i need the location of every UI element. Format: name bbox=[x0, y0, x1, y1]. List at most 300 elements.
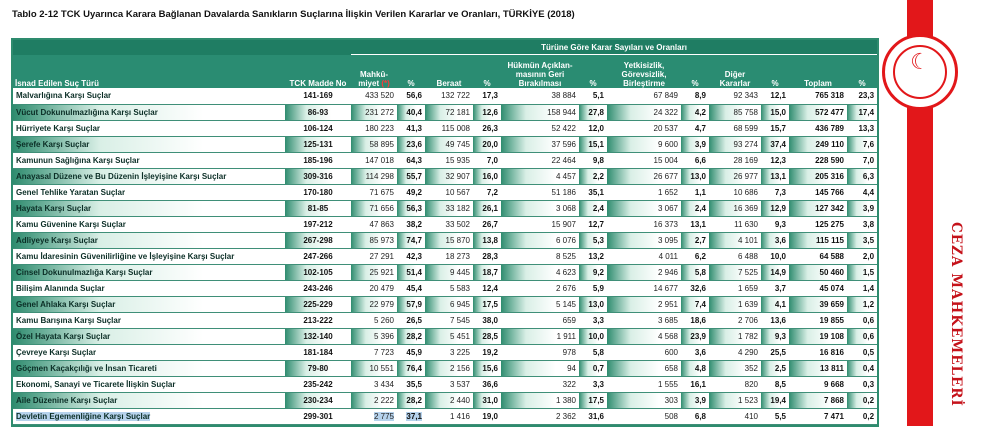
acquittal-pct-cell: 17,5 bbox=[473, 296, 501, 312]
total-pct-cell: 4,4 bbox=[847, 184, 877, 200]
crime-type-cell: Hürriyete Karşı Suçlar bbox=[13, 120, 285, 136]
crime-type-cell: Özel Hayata Karşı Suçlar bbox=[13, 328, 285, 344]
header-conviction: Mahkû-miyet (*) bbox=[351, 55, 397, 89]
other-count-cell: 26 977 bbox=[709, 168, 761, 184]
crime-type-cell: Aile Düzenine Karşı Suçlar bbox=[13, 392, 285, 408]
acquittal-count-cell: 1 416 bbox=[425, 408, 473, 424]
acquittal-count-cell: 115 008 bbox=[425, 120, 473, 136]
crime-decisions-table bbox=[13, 40, 877, 425]
acquittal-pct-cell: 15,6 bbox=[473, 360, 501, 376]
acquittal-pct-cell: 28,3 bbox=[473, 248, 501, 264]
other-count-cell: 6 488 bbox=[709, 248, 761, 264]
total-pct-cell: 3,5 bbox=[847, 232, 877, 248]
conviction-count-cell: 433 520 bbox=[351, 88, 397, 104]
other-count-cell: 28 169 bbox=[709, 152, 761, 168]
acquittal-pct-cell: 16,0 bbox=[473, 168, 501, 184]
jurisdiction-count-cell: 9 600 bbox=[607, 136, 681, 152]
total-pct-cell: 3,8 bbox=[847, 216, 877, 232]
table-row bbox=[13, 280, 877, 296]
jurisdiction-pct-cell: 6,6 bbox=[681, 152, 709, 168]
article-no-cell: 230-234 bbox=[285, 392, 351, 408]
table-row bbox=[13, 296, 877, 312]
acquittal-count-cell: 49 745 bbox=[425, 136, 473, 152]
other-count-cell: 93 274 bbox=[709, 136, 761, 152]
header-pct: % bbox=[681, 55, 709, 89]
crime-type-cell: Hayata Karşı Suçlar bbox=[13, 200, 285, 216]
conviction-count-cell: 7 723 bbox=[351, 344, 397, 360]
side-section-label: CEZA MAHKEMELERİ bbox=[948, 222, 964, 407]
deferred-count-cell: 51 186 bbox=[501, 184, 579, 200]
acquittal-count-cell: 3 537 bbox=[425, 376, 473, 392]
jurisdiction-pct-cell: 6,2 bbox=[681, 248, 709, 264]
acquittal-pct-cell: 20,0 bbox=[473, 136, 501, 152]
jurisdiction-pct-cell: 6,8 bbox=[681, 408, 709, 424]
footnote-marker: (*) bbox=[381, 79, 390, 88]
conviction-pct-cell: 74,7 bbox=[397, 232, 425, 248]
total-count-cell: 9 668 bbox=[789, 376, 847, 392]
total-count-cell: 145 766 bbox=[789, 184, 847, 200]
conviction-count-cell: 5 396 bbox=[351, 328, 397, 344]
other-count-cell: 85 758 bbox=[709, 104, 761, 120]
other-count-cell: 1 639 bbox=[709, 296, 761, 312]
article-no-cell: 170-180 bbox=[285, 184, 351, 200]
total-count-cell: 50 460 bbox=[789, 264, 847, 280]
jurisdiction-count-cell: 3 685 bbox=[607, 312, 681, 328]
other-count-cell: 10 686 bbox=[709, 184, 761, 200]
total-pct-cell: 0,4 bbox=[847, 360, 877, 376]
conviction-pct-cell: 76,4 bbox=[397, 360, 425, 376]
deferred-count-cell: 4 457 bbox=[501, 168, 579, 184]
other-pct-cell: 3,7 bbox=[761, 280, 789, 296]
table-row bbox=[13, 152, 877, 168]
deferred-pct-cell: 2,4 bbox=[579, 200, 607, 216]
deferred-count-cell: 94 bbox=[501, 360, 579, 376]
deferred-count-cell: 8 525 bbox=[501, 248, 579, 264]
deferred-count-cell: 322 bbox=[501, 376, 579, 392]
article-no-cell: 106-124 bbox=[285, 120, 351, 136]
table-row bbox=[13, 344, 877, 360]
acquittal-pct-cell: 28,5 bbox=[473, 328, 501, 344]
jurisdiction-count-cell: 4 011 bbox=[607, 248, 681, 264]
conviction-count-cell: 3 434 bbox=[351, 376, 397, 392]
conviction-count-cell bbox=[351, 408, 397, 424]
deferred-count-cell: 52 422 bbox=[501, 120, 579, 136]
header-deferred: Hükmün Açıklan-masının Geri Bırakılması bbox=[501, 55, 579, 89]
header-acquittal: Beraat bbox=[425, 55, 473, 89]
header-pct: % bbox=[579, 55, 607, 89]
deferred-pct-cell: 3,3 bbox=[579, 312, 607, 328]
jurisdiction-pct-cell: 18,6 bbox=[681, 312, 709, 328]
other-pct-cell: 15,7 bbox=[761, 120, 789, 136]
other-pct-cell: 3,6 bbox=[761, 232, 789, 248]
conviction-pct-cell: 57,9 bbox=[397, 296, 425, 312]
total-count-cell: 7 471 bbox=[789, 408, 847, 424]
crime-type-cell: Vücut Dokunulmazlığına Karşı Suçlar bbox=[13, 104, 285, 120]
deferred-pct-cell: 10,0 bbox=[579, 328, 607, 344]
total-pct-cell: 0,2 bbox=[847, 408, 877, 424]
jurisdiction-pct-cell: 16,1 bbox=[681, 376, 709, 392]
jurisdiction-count-cell: 24 322 bbox=[607, 104, 681, 120]
jurisdiction-pct-cell: 2,4 bbox=[681, 200, 709, 216]
crime-type-cell: Kamu İdaresinin Güvenilirliğine ve İşleyişine Karşı Suçlar bbox=[13, 248, 285, 264]
deferred-count-cell: 1 911 bbox=[501, 328, 579, 344]
article-no-cell: 267-298 bbox=[285, 232, 351, 248]
acquittal-pct-cell: 26,7 bbox=[473, 216, 501, 232]
data-table-container bbox=[11, 38, 879, 427]
header-pct: % bbox=[397, 55, 425, 89]
conviction-count-cell: 85 973 bbox=[351, 232, 397, 248]
conviction-count-cell: 25 921 bbox=[351, 264, 397, 280]
header-blank bbox=[13, 40, 351, 55]
total-pct-cell: 0,6 bbox=[847, 328, 877, 344]
other-pct-cell: 5,5 bbox=[761, 408, 789, 424]
jurisdiction-pct-cell: 7,4 bbox=[681, 296, 709, 312]
deferred-count-cell: 2 362 bbox=[501, 408, 579, 424]
acquittal-count-cell: 15 870 bbox=[425, 232, 473, 248]
header-article: TCK Madde No bbox=[285, 55, 351, 89]
deferred-count-cell: 22 464 bbox=[501, 152, 579, 168]
total-pct-cell: 1,4 bbox=[847, 280, 877, 296]
conviction-pct-cell: 35,5 bbox=[397, 376, 425, 392]
other-pct-cell: 9,3 bbox=[761, 216, 789, 232]
selected-text: 37,1 bbox=[406, 411, 422, 421]
jurisdiction-pct-cell: 3,6 bbox=[681, 344, 709, 360]
total-count-cell: 39 659 bbox=[789, 296, 847, 312]
other-count-cell: 16 369 bbox=[709, 200, 761, 216]
other-count-cell: 820 bbox=[709, 376, 761, 392]
total-pct-cell: 0,3 bbox=[847, 376, 877, 392]
total-pct-cell: 0,5 bbox=[847, 344, 877, 360]
table-row bbox=[13, 216, 877, 232]
conviction-pct-cell: 28,2 bbox=[397, 392, 425, 408]
table-row bbox=[13, 264, 877, 280]
crime-type-cell bbox=[13, 408, 285, 424]
deferred-count-cell: 1 380 bbox=[501, 392, 579, 408]
other-pct-cell: 9,3 bbox=[761, 328, 789, 344]
deferred-pct-cell: 13,2 bbox=[579, 248, 607, 264]
jurisdiction-count-cell: 67 849 bbox=[607, 88, 681, 104]
table-row bbox=[13, 200, 877, 216]
deferred-count-cell: 6 076 bbox=[501, 232, 579, 248]
crime-type-cell: Çevreye Karşı Suçlar bbox=[13, 344, 285, 360]
total-count-cell: 45 074 bbox=[789, 280, 847, 296]
deferred-pct-cell: 17,5 bbox=[579, 392, 607, 408]
deferred-pct-cell: 31,6 bbox=[579, 408, 607, 424]
article-no-cell: 125-131 bbox=[285, 136, 351, 152]
total-pct-cell: 6,3 bbox=[847, 168, 877, 184]
other-count-cell: 410 bbox=[709, 408, 761, 424]
header-other: Diğer Kararlar bbox=[709, 55, 761, 89]
article-no-cell: 79-80 bbox=[285, 360, 351, 376]
table-row bbox=[13, 392, 877, 408]
deferred-pct-cell: 9,8 bbox=[579, 152, 607, 168]
conviction-count-cell: 27 291 bbox=[351, 248, 397, 264]
acquittal-count-cell: 5 583 bbox=[425, 280, 473, 296]
deferred-count-cell: 38 884 bbox=[501, 88, 579, 104]
conviction-pct-cell: 38,2 bbox=[397, 216, 425, 232]
acquittal-pct-cell: 36,6 bbox=[473, 376, 501, 392]
deferred-pct-cell: 0,7 bbox=[579, 360, 607, 376]
article-no-cell: 197-212 bbox=[285, 216, 351, 232]
jurisdiction-count-cell: 303 bbox=[607, 392, 681, 408]
conviction-count-cell: 47 863 bbox=[351, 216, 397, 232]
deferred-count-cell: 978 bbox=[501, 344, 579, 360]
article-no-cell: 86-93 bbox=[285, 104, 351, 120]
other-count-cell: 11 630 bbox=[709, 216, 761, 232]
total-pct-cell: 13,3 bbox=[847, 120, 877, 136]
total-pct-cell: 7,6 bbox=[847, 136, 877, 152]
conviction-pct-cell: 45,9 bbox=[397, 344, 425, 360]
total-count-cell: 64 588 bbox=[789, 248, 847, 264]
conviction-count-cell: 22 979 bbox=[351, 296, 397, 312]
article-no-cell: 102-105 bbox=[285, 264, 351, 280]
ministry-seal-logo bbox=[882, 34, 958, 110]
deferred-pct-cell: 15,1 bbox=[579, 136, 607, 152]
article-no-cell: 185-196 bbox=[285, 152, 351, 168]
jurisdiction-count-cell: 1 652 bbox=[607, 184, 681, 200]
deferred-count-cell: 5 145 bbox=[501, 296, 579, 312]
acquittal-count-cell: 32 907 bbox=[425, 168, 473, 184]
table-title: Tablo 2-12 TCK Uyarınca Karara Bağlanan Davalarda Sanıkların Suçlarına İlişkin Verilen Kararlar ve Oranları, TÜRKİYE (2018) bbox=[12, 9, 575, 20]
jurisdiction-pct-cell: 1,1 bbox=[681, 184, 709, 200]
other-pct-cell: 15,0 bbox=[761, 104, 789, 120]
conviction-pct-cell: 41,3 bbox=[397, 120, 425, 136]
deferred-count-cell: 659 bbox=[501, 312, 579, 328]
acquittal-count-cell: 15 935 bbox=[425, 152, 473, 168]
acquittal-count-cell: 33 182 bbox=[425, 200, 473, 216]
other-pct-cell: 10,0 bbox=[761, 248, 789, 264]
deferred-pct-cell: 5,9 bbox=[579, 280, 607, 296]
deferred-pct-cell: 12,7 bbox=[579, 216, 607, 232]
other-count-cell: 1 523 bbox=[709, 392, 761, 408]
other-count-cell: 1 782 bbox=[709, 328, 761, 344]
total-count-cell: 127 342 bbox=[789, 200, 847, 216]
article-no-cell: 247-266 bbox=[285, 248, 351, 264]
jurisdiction-pct-cell: 32,6 bbox=[681, 280, 709, 296]
conviction-count-cell: 71 675 bbox=[351, 184, 397, 200]
conviction-pct-cell: 45,4 bbox=[397, 280, 425, 296]
jurisdiction-pct-cell: 3,9 bbox=[681, 392, 709, 408]
conviction-pct-cell: 56,3 bbox=[397, 200, 425, 216]
acquittal-count-cell: 72 181 bbox=[425, 104, 473, 120]
jurisdiction-pct-cell: 4,7 bbox=[681, 120, 709, 136]
total-pct-cell: 7,0 bbox=[847, 152, 877, 168]
total-count-cell: 205 316 bbox=[789, 168, 847, 184]
header-group: Türüne Göre Karar Sayıları ve Oranları bbox=[351, 40, 877, 55]
acquittal-pct-cell: 18,7 bbox=[473, 264, 501, 280]
total-count-cell: 249 110 bbox=[789, 136, 847, 152]
conviction-pct-cell: 64,3 bbox=[397, 152, 425, 168]
other-count-cell: 1 659 bbox=[709, 280, 761, 296]
conviction-count-cell: 10 551 bbox=[351, 360, 397, 376]
article-no-cell: 132-140 bbox=[285, 328, 351, 344]
acquittal-count-cell: 10 567 bbox=[425, 184, 473, 200]
conviction-pct-cell bbox=[397, 408, 425, 424]
jurisdiction-pct-cell: 13,0 bbox=[681, 168, 709, 184]
deferred-count-cell: 158 944 bbox=[501, 104, 579, 120]
jurisdiction-count-cell: 4 568 bbox=[607, 328, 681, 344]
table-row bbox=[13, 360, 877, 376]
total-count-cell: 19 855 bbox=[789, 312, 847, 328]
header-pct: % bbox=[847, 55, 877, 89]
table-body bbox=[13, 88, 877, 424]
conviction-pct-cell: 40,4 bbox=[397, 104, 425, 120]
conviction-count-cell: 58 895 bbox=[351, 136, 397, 152]
selected-text: Devletin Egemenliğine Karşı Suçlar bbox=[16, 411, 151, 421]
crime-type-cell: Malvarlığına Karşı Suçlar bbox=[13, 88, 285, 104]
jurisdiction-pct-cell: 2,7 bbox=[681, 232, 709, 248]
other-pct-cell: 2,5 bbox=[761, 360, 789, 376]
deferred-count-cell: 15 907 bbox=[501, 216, 579, 232]
deferred-pct-cell: 3,3 bbox=[579, 376, 607, 392]
deferred-count-cell: 3 068 bbox=[501, 200, 579, 216]
acquittal-pct-cell: 38,0 bbox=[473, 312, 501, 328]
conviction-pct-cell: 55,7 bbox=[397, 168, 425, 184]
other-count-cell: 7 525 bbox=[709, 264, 761, 280]
total-count-cell: 572 477 bbox=[789, 104, 847, 120]
conviction-count-cell: 231 272 bbox=[351, 104, 397, 120]
acquittal-pct-cell: 7,0 bbox=[473, 152, 501, 168]
acquittal-pct-cell: 19,0 bbox=[473, 408, 501, 424]
article-no-cell: 181-184 bbox=[285, 344, 351, 360]
conviction-count-cell: 180 223 bbox=[351, 120, 397, 136]
acquittal-count-cell: 132 722 bbox=[425, 88, 473, 104]
acquittal-pct-cell: 12,6 bbox=[473, 104, 501, 120]
deferred-pct-cell: 12,0 bbox=[579, 120, 607, 136]
total-count-cell: 436 789 bbox=[789, 120, 847, 136]
conviction-pct-cell: 51,4 bbox=[397, 264, 425, 280]
deferred-pct-cell: 5,1 bbox=[579, 88, 607, 104]
jurisdiction-pct-cell: 13,1 bbox=[681, 216, 709, 232]
crime-type-cell: Adliyeye Karşı Suçlar bbox=[13, 232, 285, 248]
crime-type-cell: Bilişim Alanında Suçlar bbox=[13, 280, 285, 296]
acquittal-count-cell: 9 445 bbox=[425, 264, 473, 280]
article-no-cell: 81-85 bbox=[285, 200, 351, 216]
total-pct-cell: 0,2 bbox=[847, 392, 877, 408]
jurisdiction-pct-cell: 23,9 bbox=[681, 328, 709, 344]
other-count-cell: 4 290 bbox=[709, 344, 761, 360]
header-jurisdiction: Yetkisizlik, Görevsizlik, Birleştirme bbox=[607, 55, 681, 89]
selected-text: 2 775 bbox=[373, 411, 394, 421]
conviction-count-cell: 2 222 bbox=[351, 392, 397, 408]
deferred-pct-cell: 2,2 bbox=[579, 168, 607, 184]
conviction-pct-cell: 23,6 bbox=[397, 136, 425, 152]
acquittal-pct-cell: 12,4 bbox=[473, 280, 501, 296]
deferred-pct-cell: 35,1 bbox=[579, 184, 607, 200]
conviction-count-cell: 114 298 bbox=[351, 168, 397, 184]
table-row bbox=[13, 232, 877, 248]
article-no-cell: 243-246 bbox=[285, 280, 351, 296]
other-pct-cell: 8,5 bbox=[761, 376, 789, 392]
acquittal-count-cell: 6 945 bbox=[425, 296, 473, 312]
jurisdiction-count-cell: 3 067 bbox=[607, 200, 681, 216]
other-count-cell: 68 599 bbox=[709, 120, 761, 136]
total-count-cell: 16 816 bbox=[789, 344, 847, 360]
table-row bbox=[13, 136, 877, 152]
acquittal-count-cell: 7 545 bbox=[425, 312, 473, 328]
deferred-pct-cell: 27,8 bbox=[579, 104, 607, 120]
jurisdiction-count-cell: 508 bbox=[607, 408, 681, 424]
total-pct-cell: 0,6 bbox=[847, 312, 877, 328]
jurisdiction-count-cell: 26 677 bbox=[607, 168, 681, 184]
acquittal-pct-cell: 31,0 bbox=[473, 392, 501, 408]
jurisdiction-pct-cell: 3,9 bbox=[681, 136, 709, 152]
total-count-cell: 115 115 bbox=[789, 232, 847, 248]
other-count-cell: 92 343 bbox=[709, 88, 761, 104]
total-count-cell: 19 108 bbox=[789, 328, 847, 344]
conviction-count-cell: 71 656 bbox=[351, 200, 397, 216]
jurisdiction-count-cell: 20 537 bbox=[607, 120, 681, 136]
deferred-pct-cell: 5,8 bbox=[579, 344, 607, 360]
acquittal-pct-cell: 19,2 bbox=[473, 344, 501, 360]
acquittal-count-cell: 3 225 bbox=[425, 344, 473, 360]
total-pct-cell: 3,9 bbox=[847, 200, 877, 216]
conviction-pct-cell: 26,5 bbox=[397, 312, 425, 328]
conviction-pct-cell: 56,6 bbox=[397, 88, 425, 104]
total-pct-cell: 17,4 bbox=[847, 104, 877, 120]
acquittal-count-cell: 5 451 bbox=[425, 328, 473, 344]
table-row bbox=[13, 376, 877, 392]
deferred-count-cell: 37 596 bbox=[501, 136, 579, 152]
crime-type-cell: Kamunun Sağlığına Karşı Suçlar bbox=[13, 152, 285, 168]
crime-type-cell: Şerefe Karşı Suçlar bbox=[13, 136, 285, 152]
deferred-count-cell: 2 676 bbox=[501, 280, 579, 296]
header-pct: % bbox=[761, 55, 789, 89]
acquittal-pct-cell: 17,3 bbox=[473, 88, 501, 104]
other-pct-cell: 12,1 bbox=[761, 88, 789, 104]
other-pct-cell: 4,1 bbox=[761, 296, 789, 312]
conviction-pct-cell: 49,2 bbox=[397, 184, 425, 200]
jurisdiction-count-cell: 3 095 bbox=[607, 232, 681, 248]
jurisdiction-count-cell: 2 946 bbox=[607, 264, 681, 280]
total-count-cell: 13 811 bbox=[789, 360, 847, 376]
header-pct: % bbox=[473, 55, 501, 89]
table-row bbox=[13, 104, 877, 120]
total-pct-cell: 1,2 bbox=[847, 296, 877, 312]
crime-type-cell: Genel Ahlaka Karşı Suçlar bbox=[13, 296, 285, 312]
article-no-cell: 141-169 bbox=[285, 88, 351, 104]
crescent-star-icon: ☾ bbox=[910, 49, 930, 74]
other-count-cell: 352 bbox=[709, 360, 761, 376]
conviction-count-cell: 147 018 bbox=[351, 152, 397, 168]
crime-type-cell: Cinsel Dokunulmazlığa Karşı Suçlar bbox=[13, 264, 285, 280]
table-row bbox=[13, 328, 877, 344]
jurisdiction-pct-cell: 5,8 bbox=[681, 264, 709, 280]
conviction-pct-cell: 42,3 bbox=[397, 248, 425, 264]
other-count-cell: 2 706 bbox=[709, 312, 761, 328]
table-row bbox=[13, 184, 877, 200]
total-count-cell: 7 868 bbox=[789, 392, 847, 408]
other-count-cell: 4 101 bbox=[709, 232, 761, 248]
jurisdiction-pct-cell: 4,8 bbox=[681, 360, 709, 376]
acquittal-pct-cell: 7,2 bbox=[473, 184, 501, 200]
article-no-cell: 309-316 bbox=[285, 168, 351, 184]
deferred-pct-cell: 5,3 bbox=[579, 232, 607, 248]
other-pct-cell: 7,3 bbox=[761, 184, 789, 200]
total-count-cell: 228 590 bbox=[789, 152, 847, 168]
table-row bbox=[13, 88, 877, 104]
other-pct-cell: 12,3 bbox=[761, 152, 789, 168]
other-pct-cell: 13,1 bbox=[761, 168, 789, 184]
crime-type-cell: Ekonomi, Sanayi ve Ticarete İlişkin Suçlar bbox=[13, 376, 285, 392]
article-no-cell: 299-301 bbox=[285, 408, 351, 424]
acquittal-count-cell: 18 273 bbox=[425, 248, 473, 264]
acquittal-count-cell: 33 502 bbox=[425, 216, 473, 232]
crime-type-cell: Kamu Barışına Karşı Suçlar bbox=[13, 312, 285, 328]
other-pct-cell: 12,9 bbox=[761, 200, 789, 216]
crime-type-cell: Göçmen Kaçakçılığı ve İnsan Ticareti bbox=[13, 360, 285, 376]
table-row bbox=[13, 312, 877, 328]
